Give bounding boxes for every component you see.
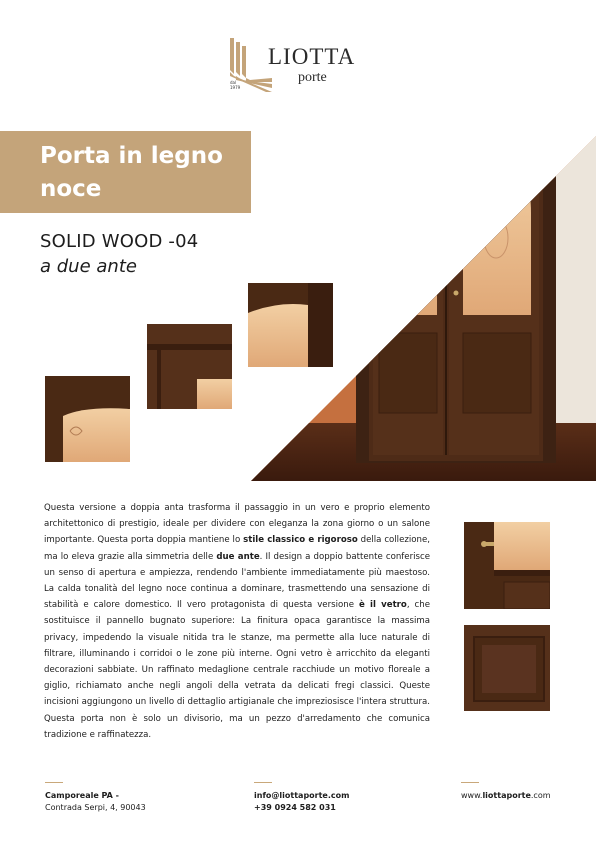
detail-thumbnail-handle (464, 522, 550, 609)
footer-phone[interactable]: +39 0924 582 031 (254, 803, 336, 812)
footer-divider-address (45, 782, 63, 783)
brand-subtitle: porte (298, 70, 327, 85)
desc-bold-3: è il vetro (358, 600, 407, 611)
desc-bold-1: stile classico e rigoroso (243, 535, 358, 546)
footer-website[interactable] (461, 790, 551, 802)
detail-thumbnail-panel (464, 625, 550, 711)
footer-divider-web (461, 782, 479, 783)
footer-address (45, 790, 146, 814)
footer-address-city: Camporeale PA - (45, 791, 119, 800)
footer-web-suffix: .com (530, 791, 551, 800)
footer-email[interactable]: info@liottaporte.com (254, 791, 350, 800)
footer-web-prefix: www. (461, 791, 483, 800)
detail-thumbnail-glass-top (248, 283, 333, 367)
detail-thumbnail-frame (147, 324, 232, 409)
desc-bold-2: due ante (216, 551, 260, 562)
detail-thumbnail-decoration (45, 376, 130, 462)
page-title: Porta in legno noce (40, 143, 223, 202)
brand-name: LIOTTA (268, 44, 356, 69)
model-name: SOLID WOOD -04 (40, 231, 199, 252)
footer-web-domain: liottaporte (482, 791, 531, 800)
product-description (44, 500, 430, 743)
model-subtitle: a due ante (40, 256, 137, 277)
footer-address-street: Contrada Serpi, 4, 90043 (45, 803, 146, 812)
footer-contact (254, 790, 349, 814)
desc-text-4: , che sostituisce il pannello bugnato superiore: La finitura opaca garantisce la massima privacy, impedendo la visuale nitida tra le stanze, ma permette alla luce naturale di filtrare, illuminando i corridoi o le zone più interne. Ogni vetro è arricchito da eleganti decorazioni sabbiate. Un raffinato medaglione centrale racchiude un motivo floreale a giglio, richiamato anche negli angoli della vetrata da delicati fregi classici. Queste incisioni aggiungono un livello di dettaglio artigianale che impreziosisce l'intera struttura. Questa porta non è solo un divisorio, ma un pezzo d'arredamento che comunica tradizione e raffinatezza. (44, 600, 430, 740)
desc-text-3: . Il design a doppio battente conferisce un senso di apertura e ampiezza, rendendo l'ambiente immediatamente più maestoso. La calda tonalità del legno noce continua a dominare, trasmettendo una sensazione di stabilità e calore domestico. Il vero protagonista di questa versione (44, 551, 430, 611)
logo-mark-year: 1979 (230, 85, 241, 90)
desc-text-2: della collezione, ma lo eleva grazie alla simmetria delle (44, 535, 430, 562)
footer-divider-contact (254, 782, 272, 783)
logo-mark-text: dal (230, 80, 237, 85)
desc-text-1: Questa versione a doppia anta trasforma il passaggio in un vero e proprio elemento architettonico di prestigio, ideale per dividere con eleganza la zona giorno o un salone importante. Questa porta doppia mantiene lo (44, 503, 430, 546)
